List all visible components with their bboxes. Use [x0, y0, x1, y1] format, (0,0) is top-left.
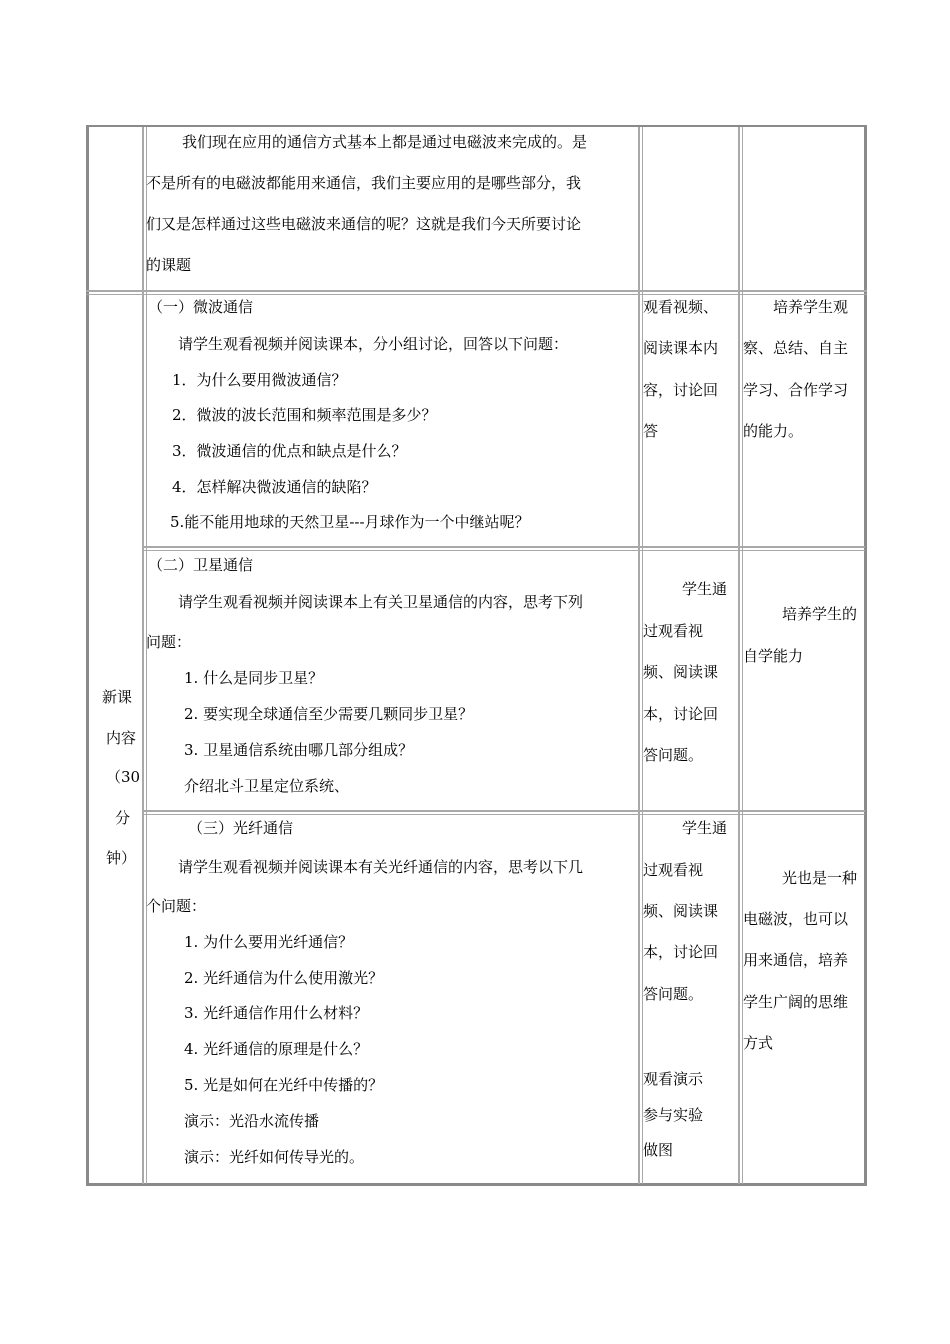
column-separator	[642, 127, 643, 1184]
student-activity-line: 本，讨论回	[643, 705, 719, 723]
goal-line: 电磁波，也可以	[743, 910, 849, 928]
question-item: 1. 什么是同步卫星？	[184, 669, 324, 687]
content-line: 问题：	[146, 633, 192, 651]
stage-label-line: 新课	[102, 688, 133, 706]
stage-label-line: 内容	[106, 729, 137, 747]
question-item: 4. 光纤通信的原理是什么？	[184, 1040, 369, 1058]
student-activity-line: 观看演示	[643, 1070, 704, 1088]
student-activity-line: 答	[643, 422, 659, 440]
section-title: （三）光纤通信	[188, 819, 294, 837]
goal-line: 自学能力	[743, 647, 804, 665]
content-line: 请学生观看视频并阅读课本上有关卫星通信的内容，思考下列	[178, 593, 584, 611]
table-border-top	[86, 125, 867, 127]
goal-line: 光也是一种	[782, 869, 858, 887]
question-item: 1. 为什么要用光纤通信？	[184, 933, 354, 951]
question-item: 3. 光纤通信作用什么材料？	[184, 1004, 369, 1022]
goal-line: 的能力。	[743, 422, 804, 440]
question-item: 5.能不能用地球的天然卫星---月球作为一个中继站呢？	[170, 513, 530, 531]
row-separator	[86, 294, 867, 295]
question-item: 2．微波的波长范围和频率范围是多少？	[172, 406, 437, 424]
table-border-right	[864, 125, 867, 1186]
student-activity-line: 本，讨论回	[643, 943, 719, 961]
content-line: 请学生观看视频并阅读课本，分小组讨论，回答以下问题：	[178, 335, 569, 353]
question-item: 2. 光纤通信为什么使用激光？	[184, 969, 384, 987]
question-item: 4．怎样解决微波通信的缺陷？	[172, 478, 377, 496]
goal-line: 培养学生的	[782, 605, 858, 623]
section-title: （二）卫星通信	[148, 556, 254, 574]
section-separator	[144, 810, 865, 812]
student-activity-line: 学生通	[682, 580, 728, 598]
content-line: 请学生观看视频并阅读课本有关光纤通信的内容，思考以下几	[178, 858, 584, 876]
student-activity-line: 频、阅读课	[643, 663, 719, 681]
column-separator	[638, 127, 640, 1184]
student-activity-line: 观看视频、	[643, 298, 719, 316]
goal-line: 用来通信，培养	[743, 951, 849, 969]
question-item: 3. 卫星通信系统由哪几部分组成？	[184, 741, 414, 759]
section-separator	[144, 546, 865, 548]
stage-label-line: （30	[106, 768, 141, 786]
intro-line: 我们现在应用的通信方式基本上都是通过电磁波来完成的。是	[182, 133, 588, 151]
student-activity-line: 频、阅读课	[643, 902, 719, 920]
question-item: 1．为什么要用微波通信？	[172, 371, 347, 389]
student-activity-line: 参与实验	[643, 1106, 704, 1124]
table-border-left	[86, 125, 89, 1186]
stage-label-line: 分	[115, 809, 131, 827]
demo-line: 演示：光纤如何传导光的。	[184, 1148, 365, 1166]
student-activity-line: 答问题。	[643, 985, 704, 1003]
intro-line: 的课题	[146, 256, 192, 274]
student-activity-line: 答问题。	[643, 746, 704, 764]
goal-line: 培养学生观	[773, 298, 849, 316]
goal-line: 学习、合作学习	[743, 381, 849, 399]
column-separator	[146, 127, 147, 1184]
goal-line: 方式	[743, 1034, 774, 1052]
student-activity-line: 容，讨论回	[643, 381, 719, 399]
question-item: 5. 光是如何在光纤中传播的？	[184, 1076, 384, 1094]
content-line: 介绍北斗卫星定位系统、	[184, 777, 350, 795]
student-activity-line: 做图	[643, 1141, 674, 1159]
section-separator	[144, 814, 865, 815]
content-line: 个问题：	[146, 897, 207, 915]
intro-line: 不是所有的电磁波都能用来通信，我们主要应用的是哪些部分，我	[146, 174, 582, 192]
column-separator	[142, 127, 144, 1184]
goal-line: 学生广阔的思维	[743, 993, 849, 1011]
section-separator	[144, 550, 865, 551]
student-activity-line: 过观看视	[643, 861, 704, 879]
section-title: （一）微波通信	[148, 298, 254, 316]
question-item: 2. 要实现全球通信至少需要几颗同步卫星？	[184, 705, 474, 723]
table-border-bottom	[86, 1183, 867, 1186]
student-activity-line: 阅读课本内	[643, 339, 719, 357]
goal-line: 察、总结、自主	[743, 339, 849, 357]
stage-label-line: 钟）	[106, 849, 137, 867]
intro-line: 们又是怎样通过这些电磁波来通信的呢？这就是我们今天所要讨论	[146, 215, 582, 233]
question-item: 3．微波通信的优点和缺点是什么？	[172, 442, 407, 460]
row-separator	[86, 290, 867, 292]
column-separator	[738, 127, 740, 1184]
student-activity-line: 学生通	[682, 819, 728, 837]
student-activity-line: 过观看视	[643, 622, 704, 640]
demo-line: 演示：光沿水流传播	[184, 1112, 320, 1130]
